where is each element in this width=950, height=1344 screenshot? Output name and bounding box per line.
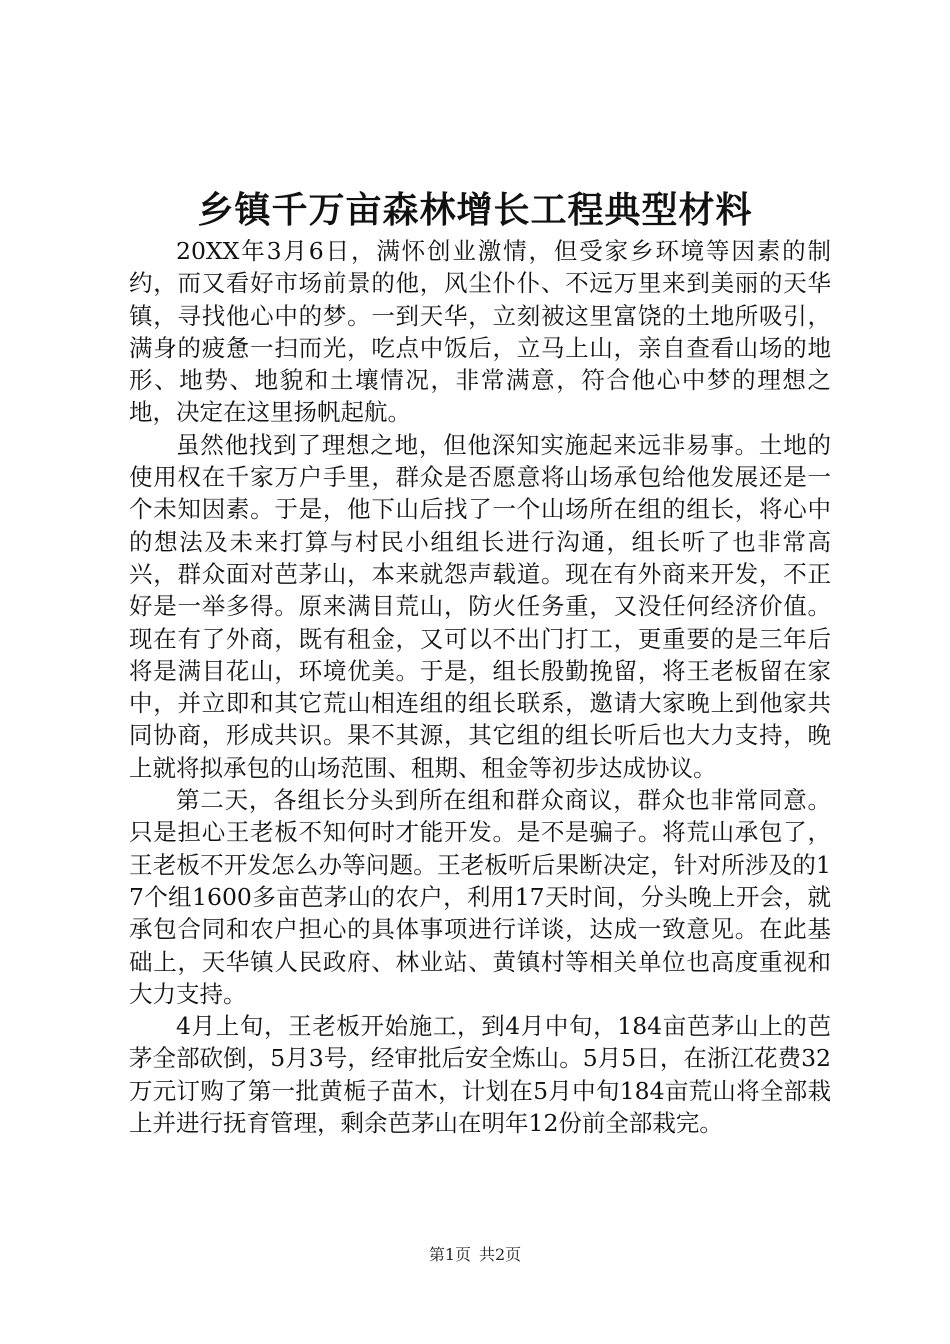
paragraph-4: 4月上旬，王老板开始施工，到4月中旬，184亩芭茅山上的芭茅全部砍倒，5月3号，经审批后安全炼山。5月5日，在浙江花费32万元订购了第一批黄栀子苗木，计划在5月中旬184亩荒山将全部栽上并进行抚育管理，剩余芭茅山在明年12份前全部栽完。 — [129, 1012, 831, 1138]
paragraph-1: 20XX年3月6日，满怀创业激情，但受家乡环境等因素的制约，而又看好市场前景的他，风尘仆仆、不远万里来到美丽的天华镇，寻找他心中的梦。一到天华，立刻被这里富饶的土地所吸引，满身的疲惫一扫而光，吃点中饭后，立马上山，亲自查看山场的地形、地势、地貌和土壤情况，非常满意，符合他心中梦的理想之地，决定在这里扬帆起航。 — [129, 237, 831, 427]
paragraph-3: 第二天，各组长分头到所在组和群众商议，群众也非常同意。只是担心王老板不知何时才能开发。是不是骗子。将荒山承包了，王老板不开发怎么办等问题。王老板听后果断决定，针对所涉及的17个组1600多亩芭茅山的农户，利用17天时间，分头晚上开会，就承包合同和农户担心的具体事项进行详谈，达成一致意见。在此基础上，天华镇人民政府、林业站、黄镇村等相关单位也高度重视和大力支持。 — [129, 786, 831, 1008]
document-body — [129, 235, 831, 1139]
page-total: 共2页 — [479, 1245, 522, 1264]
page-footer — [0, 1245, 950, 1265]
document-title: 乡镇千万亩森林增长工程典型材料 — [197, 189, 753, 231]
paragraph-2: 虽然他找到了理想之地，但他深知实施起来远非易事。土地的使用权在千家万户手里，群众是否愿意将山场承包给他发展还是一个未知因素。于是，他下山后找了一个山场所在组的组长，将心中的想法及未来打算与村民小组组长进行沟通，组长听了也非常高兴，群众面对芭茅山，本来就怨声载道。现在有外商来开发，不正好是一举多得。原来满目荒山，防火任务重，又没任何经济价值。现在有了外商，既有租金，又可以不出门打工，更重要的是三年后将是满目花山，环境优美。于是，组长殷勤挽留，将王老板留在家中，并立即和其它荒山相连组的组长联系，邀请大家晚上到他家共同协商，形成共识。果不其源，其它组的组长听后也大力支持，晚上就将拟承包的山场范围、租期、租金等初步达成协议。 — [129, 430, 831, 782]
page-number: 第1页 — [428, 1245, 471, 1264]
